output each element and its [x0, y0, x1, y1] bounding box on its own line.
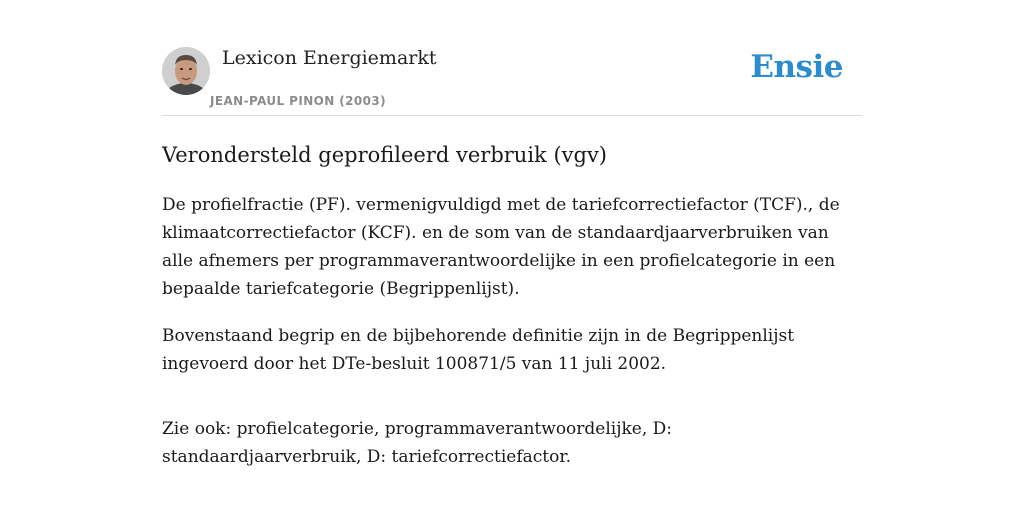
entry-title: Verondersteld geprofileerd verbruik (vgv): [162, 143, 607, 167]
source-paragraph: Bovenstaand begrip en de bijbehorende definitie zijn in de Begrippenlijst ingevoerd door het DTe-besluit 100871/5 van 11 juli 2002.: [162, 326, 795, 374]
definition-paragraph: De profielfractie (PF). vermenigvuldigd met de tariefcorrectiefactor (TCF)., de klimaatcorrectiefactor (KCF). en de som van de standaardjaarverbruiken van alle afnemers per programmaverantwoordelijke in een profielcategorie in een bepaalde tariefcategorie (Begrippenlijst).: [162, 195, 840, 299]
book-title[interactable]: Lexicon Energiemarkt: [222, 47, 437, 69]
ensie-logo[interactable]: Ensie: [750, 49, 843, 85]
author-name[interactable]: JEAN-PAUL PINON (2003): [210, 94, 387, 108]
entry-content: [162, 140, 862, 471]
author-avatar: [162, 47, 210, 95]
see-also-paragraph: Zie ook: profielcategorie, programmaverantwoordelijke, D: standaardjaarverbruik, D: tariefcorrectiefactor.: [162, 419, 673, 467]
page-header: [162, 45, 862, 116]
